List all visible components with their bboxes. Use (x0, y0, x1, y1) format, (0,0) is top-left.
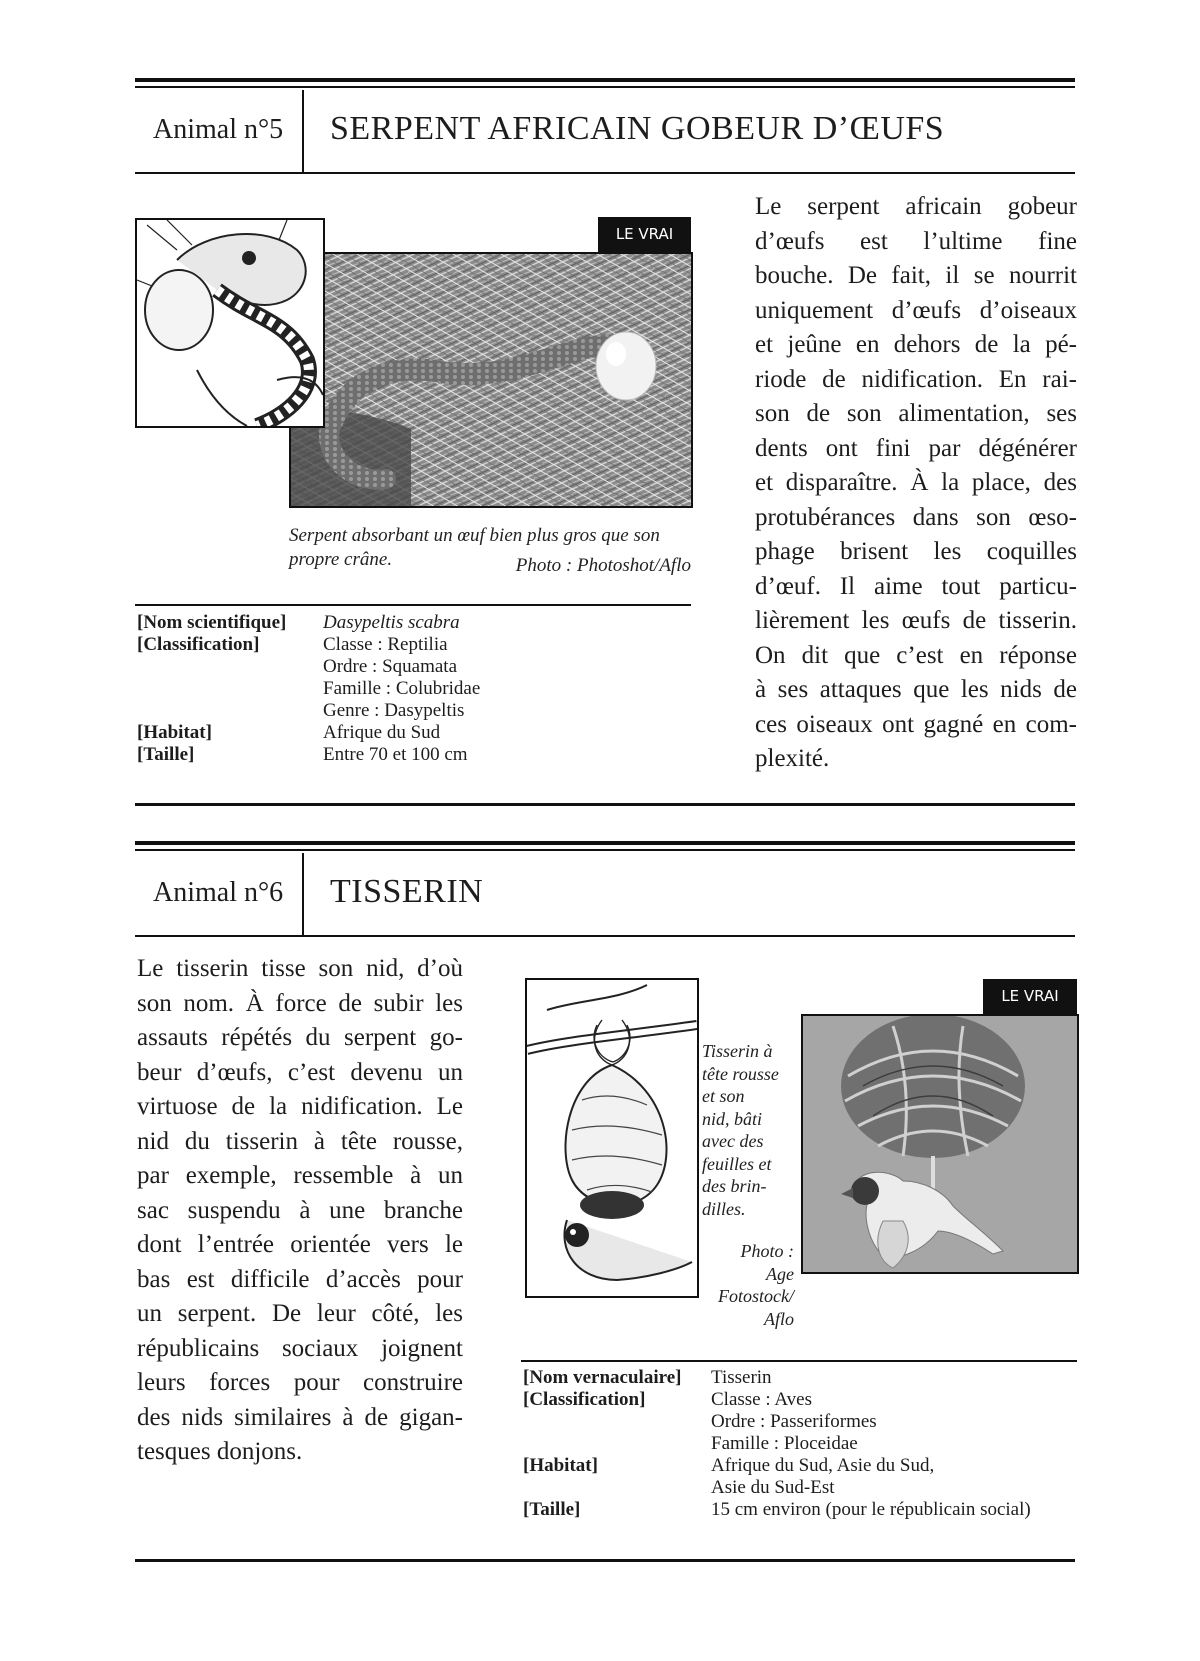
section2-caption-line: et son (702, 1086, 745, 1106)
section2-body-line: assauts répétés du serpent go- (137, 1024, 463, 1051)
section1-body-line: uniquement d’œufs d’oiseaux (755, 296, 1077, 324)
section1-body-line: plexité. (755, 745, 830, 772)
section2-caption-line: feuilles et (702, 1153, 772, 1174)
section1-body-line: et jeûne en dehors de la pé- (755, 331, 1077, 358)
section2-body-line: dont l’entrée orientée vers le (137, 1231, 463, 1258)
section2-caption-line: des brin- (702, 1176, 767, 1196)
section1-header (135, 88, 1075, 173)
section2-info-key-size: [Taille] (523, 1499, 581, 1520)
section2-body-line: tesques donjons. (137, 1438, 303, 1465)
section2-le-vrai-badge: LE VRAI (983, 979, 1077, 1014)
section1-info-val-scientific-name: Dasypeltis scabra (323, 612, 460, 633)
section2-caption (702, 1040, 796, 1220)
section1-body-line: On dit que c’est en réponse (755, 641, 1077, 669)
section1-illustration (135, 218, 325, 428)
section2-header-bottom-rule (135, 935, 1075, 937)
section2-header (135, 851, 1075, 936)
section2-illustration (525, 978, 699, 1298)
section1-info-val-size: Entre 70 et 100 cm (323, 744, 468, 765)
section2-info-rule (521, 1360, 1077, 1362)
section1-info-key-scientific-name: [Nom scientifique] (137, 612, 287, 633)
section2-bottom-rule (135, 1559, 1075, 1562)
section2-body-line: Le tisserin tisse son nid, d’où (137, 955, 463, 982)
weaver-bird-photo (803, 1016, 1077, 1272)
section2-body-line: des nids similaires à de gigan- (137, 1403, 463, 1431)
section1-info-val-habitat: Afrique du Sud (323, 722, 441, 743)
section1-top-rule-thick (135, 78, 1075, 82)
section2-credit-line: Age (766, 1263, 794, 1284)
section2-number: Animal n°6 (153, 877, 284, 908)
section2-top-rule-thick (135, 841, 1075, 845)
section1-body-line: à ses attaques que les nids de (755, 676, 1077, 703)
section2-credit-line: Photo : (740, 1241, 794, 1261)
section2-body-line: par exemple, ressemble à un (137, 1162, 463, 1189)
section1-body-line: dents ont fini par dégénérer (755, 434, 1077, 462)
section1-body-line: son de son alimentation, ses (755, 400, 1077, 427)
section2-body-line: son nom. À force de subir les (137, 989, 463, 1017)
section1-photo-credit: Photo : Photoshot/Aflo (515, 555, 691, 576)
section1-info-key-habitat: [Habitat] (137, 722, 212, 743)
section2-body-line: bas est difficile d’accès pour (137, 1265, 463, 1293)
section1-info-key-classification: [Classification] (137, 634, 260, 655)
section2-caption-line: nid, bâti (702, 1108, 763, 1129)
section1-body-line: protubérances dans son œso- (755, 503, 1077, 531)
snake-swallowing-egg-drawing (137, 220, 323, 426)
section1-number: Animal n°5 (153, 114, 284, 145)
section2-body-line: leurs forces pour construire (137, 1369, 463, 1396)
section1-title: SERPENT AFRICAIN GOBEUR D’ŒUFS (330, 110, 945, 147)
section1-info-val-classification: Classe : Reptilia Ordre : Squamata Famille : Colubridae Genre : Dasypeltis (323, 634, 481, 721)
section2-credit-line: Aflo (764, 1308, 794, 1329)
section2-caption-line: avec des (702, 1131, 764, 1151)
section1-caption-line2: propre crâne. (289, 549, 393, 570)
section2-body-line: un serpent. De leur côté, les (137, 1300, 463, 1327)
section2-info-val-size: 15 cm environ (pour le républicain social) (711, 1499, 1031, 1520)
section2-body-text (137, 952, 463, 1470)
section1-le-vrai-badge: LE VRAI (598, 217, 691, 252)
section2-photo (801, 1014, 1079, 1274)
section2-body-line: sac suspendu à une branche (137, 1196, 463, 1224)
section1-caption (289, 524, 699, 576)
section1-body-line: et disparaître. À la place, des (755, 469, 1077, 496)
snake-egg-photo (291, 254, 691, 506)
section2-body-line: beur d’œufs, c’est devenu un (137, 1058, 463, 1086)
section1-body-line: riode de nidification. En rai- (755, 365, 1077, 393)
section2-caption-line: dilles. (702, 1198, 746, 1219)
section2-title: TISSERIN (330, 873, 484, 910)
weaver-nest-drawing (527, 980, 697, 1296)
section1-info-key-size: [Taille] (137, 744, 195, 765)
section1-body-text (755, 190, 1077, 777)
section2-info-val-classification: Classe : Aves Ordre : Passeriformes Famille : Ploceidae (711, 1389, 877, 1454)
section2-info-val-habitat: Afrique du Sud, Asie du Sud, Asie du Sud-Est (711, 1455, 935, 1498)
section2-info-key-common-name: [Nom vernaculaire] (523, 1367, 682, 1388)
section2-header-divider (302, 853, 304, 936)
section2-photo-credit (700, 1240, 794, 1330)
section1-photo (289, 252, 693, 508)
section2-info-key-classification: [Classification] (523, 1389, 646, 1410)
section2-info-table (523, 1367, 1083, 1521)
section1-body-line: ces oiseaux ont gagné en com- (755, 710, 1077, 738)
section1-body-line: Le serpent africain gobeur (755, 193, 1077, 220)
section1-header-bottom-rule (135, 172, 1075, 174)
section2-credit-line: Fotostock/ (718, 1286, 794, 1306)
section2-caption-line: Tisserin à (702, 1041, 773, 1061)
section1-caption-line1: Serpent absorbant un œuf bien plus gros que son (289, 525, 660, 546)
section2-caption-line: tête rousse (702, 1063, 779, 1084)
section1-info-table (137, 612, 697, 766)
section1-info-rule (135, 604, 691, 606)
section1-body-line: d’œufs est l’ultime fine (755, 227, 1077, 255)
section1-body-line: d’œuf. Il aime tout particu- (755, 572, 1077, 600)
section2-body-line: virtuose de la nidification. Le (137, 1093, 463, 1120)
section1-header-divider (302, 90, 304, 173)
section2-info-key-habitat: [Habitat] (523, 1455, 598, 1476)
section2-info-val-common-name: Tisserin (711, 1367, 772, 1388)
section2-body-line: républicains sociaux joignent (137, 1334, 463, 1362)
section1-body-line: lièrement les œufs de tisserin. (755, 607, 1077, 634)
section2-body-line: nid du tisserin à tête rousse, (137, 1127, 463, 1155)
section1-body-line: bouche. De fait, il se nourrit (755, 262, 1077, 289)
section1-bottom-rule (135, 803, 1075, 806)
section1-body-line: phage brisent les coquilles (755, 538, 1077, 565)
